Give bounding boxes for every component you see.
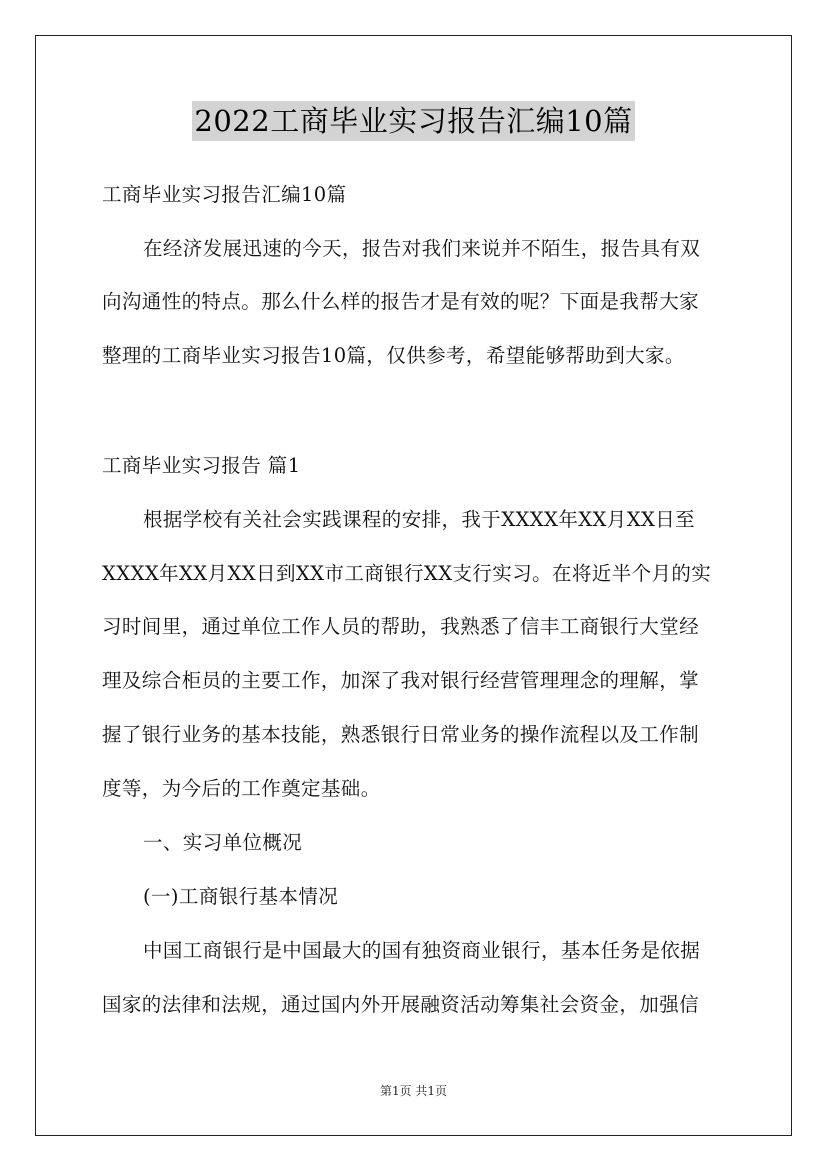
intro-line: 整理的工商毕业实习报告10篇，仅供参考，希望能够帮助到大家。 (102, 344, 685, 367)
paragraph-line: 中国工商银行是中国最大的国有独资商业银行，基本任务是依据 (143, 939, 701, 962)
paragraph-line: 握了银行业务的基本技能，熟悉银行日常业务的操作流程以及工作制 (102, 723, 700, 746)
subheading: 一、实习单位概况 (143, 831, 303, 854)
paragraph-line: 理及综合柜员的主要工作，加深了我对银行经营管理理念的理解，掌 (102, 669, 700, 692)
document-subtitle: 工商毕业实习报告汇编10篇 (102, 183, 347, 206)
document-title: 2022工商毕业实习报告汇编10篇 (192, 101, 634, 141)
page-number: 第1页 共1页 (379, 1084, 448, 1098)
paragraph-line: 根据学校有关社会实践课程的安排，我于XXXX年XX月XX日至 (143, 508, 696, 531)
intro-line: 向沟通性的特点。那么什么样的报告才是有效的呢？下面是我帮大家 (102, 290, 700, 313)
intro-line: 在经济发展迅速的今天，报告对我们来说并不陌生，报告具有双 (143, 237, 701, 260)
title-container (0, 101, 827, 141)
paragraph-line: 国家的法律和法规，通过国内外开展融资活动筹集社会资金，加强信 (102, 993, 700, 1016)
section-heading: 工商毕业实习报告 篇1 (102, 454, 301, 477)
paragraph-line: XXXX年XX月XX日到XX市工商银行XX支行实习。在将近半个月的实 (102, 562, 712, 585)
paragraph-line: 习时间里，通过单位工作人员的帮助，我熟悉了信丰工商银行大堂经 (102, 615, 700, 638)
paragraph-line: 度等，为今后的工作奠定基础。 (102, 777, 381, 800)
subheading: (一)工商银行基本情况 (143, 885, 339, 908)
